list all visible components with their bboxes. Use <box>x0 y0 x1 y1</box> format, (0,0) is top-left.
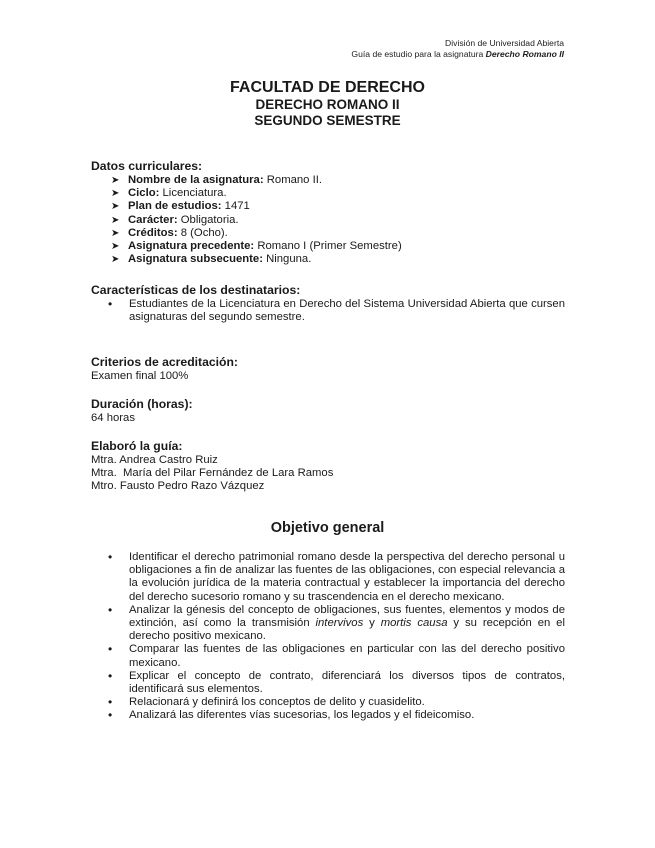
datos-value: 1471 <box>221 200 250 213</box>
objetivo-item <box>91 604 565 644</box>
bullet-icon: • <box>108 708 113 723</box>
objetivo-section <box>91 551 565 723</box>
datos-curriculares-section <box>91 159 565 266</box>
datos-item <box>111 174 565 187</box>
destinatarios-list <box>91 298 565 324</box>
objetivo-item <box>91 709 565 722</box>
destinatarios-text: Estudiantes de la Licenciatura en Derecho del Sistema Universidad Abierta que cursen asignaturas del segundo semestre. <box>129 298 565 324</box>
datos-label: Asignatura subsecuente: <box>128 253 263 266</box>
author-name: Mtra. Andrea Castro Ruiz <box>91 454 218 466</box>
arrow-bullet-icon: ➤ <box>111 201 120 213</box>
bullet-icon: • <box>108 642 113 657</box>
datos-item <box>111 253 565 266</box>
datos-value: Ninguna. <box>262 253 312 266</box>
datos-value: Obligatoria. <box>177 213 239 226</box>
arrow-bullet-icon: ➤ <box>111 175 120 186</box>
bullet-icon: • <box>108 668 113 683</box>
objetivo-text: Explicar el concepto de contrato, diferenciará los diversos tipos de contratos, identificará sus elementos. <box>129 669 565 696</box>
datos-value: Romano I (Primer Semestre) <box>254 240 402 253</box>
datos-item <box>111 200 565 213</box>
objetivo-italic-intervivos: intervivos <box>315 617 364 630</box>
datos-item <box>111 214 565 227</box>
bullet-icon: • <box>108 297 113 311</box>
duracion-section <box>91 397 565 425</box>
course-title: DERECHO ROMANO II <box>255 97 400 112</box>
header-division: División de Universidad Abierta <box>445 38 564 48</box>
destinatarios-section <box>91 283 565 324</box>
elaboro-section <box>91 439 565 494</box>
datos-item <box>111 240 565 253</box>
arrow-bullet-icon: ➤ <box>111 241 120 253</box>
author-name: Mtra. María del Pilar Fernández de Lara Ramos <box>91 467 334 480</box>
header-guide-prefix: Guía de estudio para la asignatura <box>351 49 486 59</box>
datos-value: Romano II. <box>263 174 323 186</box>
arrow-bullet-icon: ➤ <box>111 227 120 239</box>
objetivo-item <box>91 643 565 669</box>
datos-heading: Datos curriculares: <box>91 159 203 173</box>
datos-label: Carácter: <box>128 213 178 226</box>
destinatarios-item <box>91 298 565 324</box>
objetivo-text: Analizará las diferentes vías sucesorias, los legados y el fideicomiso. <box>129 709 475 722</box>
semester-title: SEGUNDO SEMESTRE <box>254 113 401 128</box>
datos-label: Asignatura precedente: <box>128 240 255 253</box>
faculty-title: FACULTAD DE DERECHO <box>230 79 425 96</box>
author-name: Mtro. Fausto Pedro Razo Vázquez <box>91 480 265 493</box>
datos-label: Plan de estudios: <box>128 200 222 213</box>
datos-item <box>111 227 565 240</box>
datos-value: Licenciatura. <box>159 187 227 200</box>
header-guide <box>351 49 564 60</box>
objetivo-item <box>91 696 565 709</box>
objetivo-list <box>91 551 565 723</box>
duracion-value: 64 horas <box>91 412 135 424</box>
bullet-icon: • <box>108 550 113 564</box>
datos-item <box>111 187 565 200</box>
objetivo-heading: Objetivo general <box>270 520 385 536</box>
arrow-bullet-icon: ➤ <box>111 214 120 226</box>
objetivo-text: Comparar las fuentes de las obligaciones en particular con las del derecho positivo mexicano. <box>129 643 565 669</box>
arrow-bullet-icon: ➤ <box>111 254 120 266</box>
title-block <box>0 78 655 129</box>
datos-label: Créditos: <box>128 226 178 239</box>
objetivo-text-part1: Analizar la génesis del concepto de obligaciones, sus fuentes, elementos y modos de extinción, así como la transmisión <box>129 603 565 630</box>
objetivo-italic-mortis-causa: mortis causa <box>380 617 448 630</box>
elaboro-heading: Elaboró la guía: <box>91 439 183 453</box>
datos-label: Ciclo: <box>128 187 160 200</box>
criterios-heading: Criterios de acreditación: <box>91 355 238 369</box>
objetivo-text: Relacionará y definirá los conceptos de delito y cuasidelito. <box>129 696 425 709</box>
destinatarios-heading: Características de los destinatarios: <box>91 283 301 297</box>
objetivo-text-part3: y su recepción en el derecho positivo mexicano. <box>129 617 565 643</box>
datos-list <box>91 174 565 266</box>
criterios-value: Examen final 100% <box>91 370 189 382</box>
objetivo-text-part2: y <box>363 617 381 630</box>
duracion-heading: Duración (horas): <box>91 397 193 411</box>
header-guide-subject: Derecho Romano II <box>485 49 564 59</box>
arrow-bullet-icon: ➤ <box>111 188 120 200</box>
bullet-icon: • <box>108 602 113 617</box>
objetivo-text: Identificar el derecho patrimonial romano desde la perspectiva del derecho personal u obligaciones a fin de analizar las fuentes de las obligaciones, con especial relevancia a la evolución jurídica de la materia contractual y establecer la importancia del derecho del derecho sucesorio romano y su trascendencia en el derecho mexicano. <box>129 551 565 603</box>
datos-label: Nombre de la asignatura: <box>128 174 264 186</box>
bullet-icon: • <box>108 695 113 710</box>
page-header <box>351 38 564 60</box>
datos-value: 8 (Ocho). <box>177 226 228 239</box>
objetivo-item <box>91 670 565 696</box>
criterios-section <box>91 355 565 383</box>
objetivo-item <box>91 551 565 604</box>
